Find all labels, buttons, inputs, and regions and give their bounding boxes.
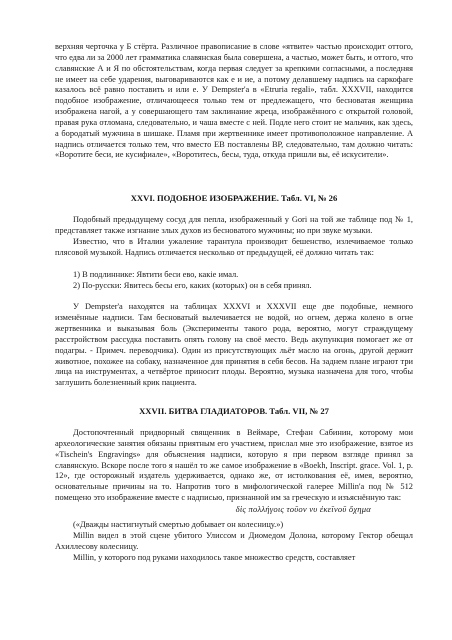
translation-line: («Дважды настигнутый смертью добывает он колесницу.») [73, 520, 284, 529]
list-item: 1) В подлиннике: Явтити беси ево, какiе имал. [73, 269, 239, 279]
paragraph-intro: верхняя черточка у Б стёрта. Различное правописание в слове «ятвите» частью происходит оттого, что едва ли за 2000 лет грамматика славянская была совершена, а частью, может быть, и оттого, что славянские А и Я по обстоятельствам, когда первая следует за крепкими согласными, а последняя не имеет на себе ударения, выговариваются как е и ие, а потому делавшему надпись на саркофаге казалось всё равно поставить и или е. У Dempster'а в «Etruria regali», табл. XXXVII, находится подобное изображение, отличающееся только тем от предлежащего, что бесноватая женщина изображена нагой, а у совершающего там заклинание жреца, изображённого с открытой головой, правая рука отломана, следовательно, и чаша вместе с ней. Подле него стоит не мальчик, как здесь, а бородатый мужчина в шишаке. Пламя при жертвеннике имеет противоположное направление. А надпись отличается только тем, что вместо ЕВ поставлены ВР, следовательно, там должно читать: «Воротите беси, ие кусифиале», «Воротитесь, бесы, туда, откуда пришли вы, её искусители». [55, 42, 413, 160]
inscription-list [55, 270, 413, 292]
paragraph-26-3: У Dempster'а находятся на таблицах XXXVI и XXXVII еще две подобные, немного изменённые надписи. Там бесноватый вылечивается не водой, но огнем, держа колено в огне жертвенника и выказывая боль (Эксперименты такого рода, вероятно, могут страждущему расстройством рассудка поставить опять голову на своё место. Ведь акупункция помогает же от подагры. - Примеч. переводчика). Один из присутствующих льёт масло на огонь, другой держит животное, похожее на собаку, назначенное для принятия в себя бесов. На заднем плане играют три лица на инструментах, а четвёртое приносит плоды. Вероятно, музыка назначена для того, чтобы заглушить болезненный крик пациента. [55, 302, 413, 388]
paragraph-27-2: Millin видел в этой сцене убитого Улиссом и Диомедом Долона, которому Гектор обещал Ахиллесову колесницу. [55, 530, 413, 551]
paragraph-26-1: Подобный предыдущему сосуд для пепла, изображенный у Gori на той же таблице под № 1, представляет также изгнание злых духов из бесноватого мужчины; но при звуке музыки. [55, 215, 413, 236]
paragraph-27-1: Достопочтенный придворный священник в Веймаре, Стефан Сабинин, которому мои археологические занятия обязаны приятным его участием, прислал мне это изображение, взятое из «Tischein's Engravings» для объяснения надписи, которую я при первом взгляде принял за славянскую. Вскоре после того я нашёл то же самое изображение в «Boekh, Inscript. grace. Vol. 1, р. 12», где осторожный издатель удерживается, однако же, от истолкования её, имея, вероятно, основательные причины на то. Напротив того в мифологической галерее Millin'а под № 512 помещено это изображение вместе с надписью, признанной им за греческую и изъяснённую так: [55, 428, 413, 503]
greek-inscription: δὶς πολλήγοις τοῦον νυ ἐκεῖνοῦ ὄχημα [235, 504, 371, 514]
list-item: 2) По-русски: Явитесь бесы его, каких (которых) он в себя принял. [73, 280, 312, 290]
paragraph-26-2: Известно, что в Италии ужаление тарантула производит бешенство, излечиваемое только плясовой музыкой. Надпись отличается несколько от предыдущей, её должно читать так: [55, 236, 413, 257]
section-heading-27: XXVII. БИТВА ГЛАДИАТОРОВ. Табл. VII, № 27 [139, 406, 329, 417]
section-heading-26: XXVI. ПОДОБНОЕ ИЗОБРАЖЕНИЕ. Табл. VI, № 26 [130, 193, 338, 204]
document-page [55, 42, 413, 563]
paragraph-27-3: Millin, у которого под руками находилось такое множество средств, составляет [73, 552, 356, 562]
